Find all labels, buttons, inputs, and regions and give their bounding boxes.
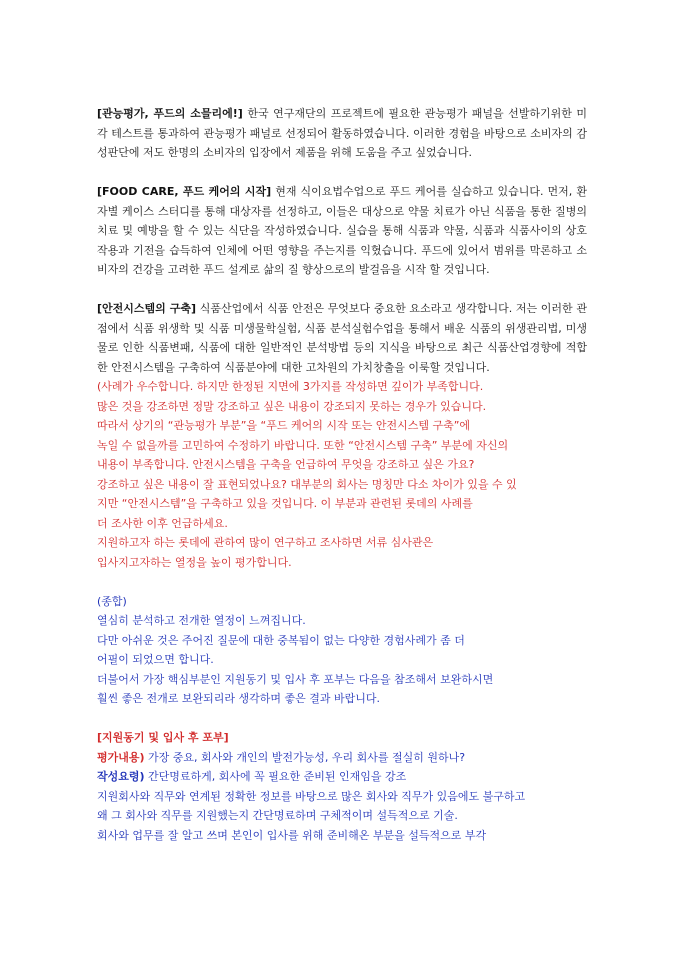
section-body: 한국 연구재단의 프로젝트에 필요한 관능평가 패널을 선발하기위한 미각 테스트를 통과하여 관능평가 패널로 선정되어 활동하였습니다. 이러한 경험을 바탕으로 소비자의 감성판단에 저도 한명의 소비자의 입장에서 제품을 위해 도움을 주고 싶었습니다. — [97, 107, 587, 159]
summary-line: 다만 아쉬운 것은 주어진 질문에 대한 중복됨이 없는 다양한 경험사례가 좀 더 — [97, 633, 465, 647]
section-heading: [안전시스템의 구축] — [97, 302, 197, 315]
summary-heading: (종합) — [97, 594, 127, 608]
summary-block — [97, 592, 587, 709]
section-heading: [관능평가, 푸드의 소믈리에!] — [97, 107, 243, 120]
guide-eval-line — [97, 748, 587, 768]
summary-line: 훨씬 좋은 전개로 보완되리라 생각하며 좋은 결과 바랍니다. — [97, 692, 380, 705]
feedback-line: (사례가 우수합니다. 하지만 한정된 지면에 3가지를 작성하면 깊이가 부족합니다. — [97, 380, 484, 393]
guide-tips-text: 간단명료하게, 회사에 꼭 필요한 준비된 인재임을 강조 — [144, 770, 407, 783]
feedback-line: 지만 “안전시스템”을 구축하고 있을 것입니다. 이 부분과 관련된 롯데의 사례를 — [97, 497, 473, 510]
feedback-line: 더 조사한 이후 언급하세요. — [97, 516, 228, 530]
summary-line: 어필이 되었으면 합니다. — [97, 653, 214, 666]
feedback-line: 따라서 상기의 “관능평가 부분”을 “푸드 케어의 시작 또는 안전시스템 구축”에 — [97, 419, 471, 432]
guide-line: 지원회사와 직무와 연계된 정확한 정보를 바탕으로 많은 회사와 직무가 있음에도 불구하고 — [97, 789, 526, 803]
guide-line: 왜 그 회사와 직무를 지원했는지 간단명료하며 구체적이며 설득적으로 기술. — [97, 809, 458, 822]
guide-line: 회사와 업무를 잘 알고 쓰며 본인이 입사를 위해 준비해온 부분을 설득적으로 부각 — [97, 828, 487, 842]
feedback-line: 많은 것을 강조하면 정말 강조하고 싶은 내용이 강조되지 못하는 경우가 있습니다. — [97, 399, 487, 413]
section-body: 식품산업에서 식품 안전은 무엇보다 중요한 요소라고 생각합니다. 저는 이러한 관점에서 식품 위생학 및 식품 미생물학실험, 식품 분석실험수업을 통해서 배운 식품의 위생관리법, 미생물로 인한 식품변패, 식품에 대한 일반적인 분석방법 등의 지식을 바탕으로 최근 식품산업경향에 적합한 안전시스템을 구축하여 식품분야에 대한 고차원의 가치창출을 이룩할 것입니다. — [97, 302, 587, 374]
section-heading: [FOOD CARE, 푸드 케어의 시작] — [97, 185, 272, 198]
feedback-line: 강조하고 싶은 내용이 잘 표현되었나요? 대부분의 회사는 명칭만 다소 차이가 있을 수 있 — [97, 477, 517, 491]
feedback-line: 입사지고자하는 열정을 높이 평가합니다. — [97, 555, 292, 569]
feedback-line: 지원하고자 하는 롯데에 관하여 많이 연구하고 조사하면 서류 심사관은 — [97, 536, 434, 549]
guide-tips-label: 작성요령) — [97, 770, 145, 783]
guide-eval-label: 평가내용) — [97, 750, 145, 764]
feedback-line: 내용이 부족합니다. 안전시스템을 구축을 언급하여 무엇을 강조하고 싶은 가요? — [97, 458, 475, 471]
summary-line: 열심히 분석하고 전개한 열정이 느껴집니다. — [97, 614, 306, 627]
document-content — [97, 104, 587, 845]
guide-heading: [지원동기 및 입사 후 포부] — [97, 731, 229, 744]
guide-tips-line — [97, 767, 587, 787]
feedback-block — [97, 377, 587, 572]
guide-eval-text: 가장 중요, 회사와 개인의 발전가능성, 우리 회사를 절실히 원하나? — [144, 750, 466, 764]
section-sensory-evaluation — [97, 104, 587, 163]
guide-block — [97, 728, 587, 845]
summary-line: 더불어서 가장 핵심부분인 지원동기 및 입사 후 포부는 다음을 참조해서 보완하시면 — [97, 672, 494, 686]
section-safety-system — [97, 299, 587, 377]
feedback-line: 녹일 수 없을까를 고민하여 수정하기 바랍니다. 또한 “안전시스템 구축” 부분에 자신의 — [97, 438, 509, 452]
section-body: 현재 식이요법수업으로 푸드 케어를 실습하고 있습니다. 먼저, 환자별 케이스 스터디를 통해 대상자를 선정하고, 이들은 대상으로 약물 치료가 아닌 식품을 통한 질병의 치료 및 예방을 할 수 있는 식단을 작성하였습니다. 실습을 통해 식품과 약물, 식품과 식품사이의 상호작용과 기전을 습득하여 인체에 어떤 영향을 주는지를 익혔습니다. 푸드에 있어서 범위를 막론하고 소비자의 건강을 고려한 푸드 설계로 삶의 질 향상으로의 발걸음을 시작 할 것입니다. — [97, 185, 587, 276]
section-food-care — [97, 182, 587, 280]
